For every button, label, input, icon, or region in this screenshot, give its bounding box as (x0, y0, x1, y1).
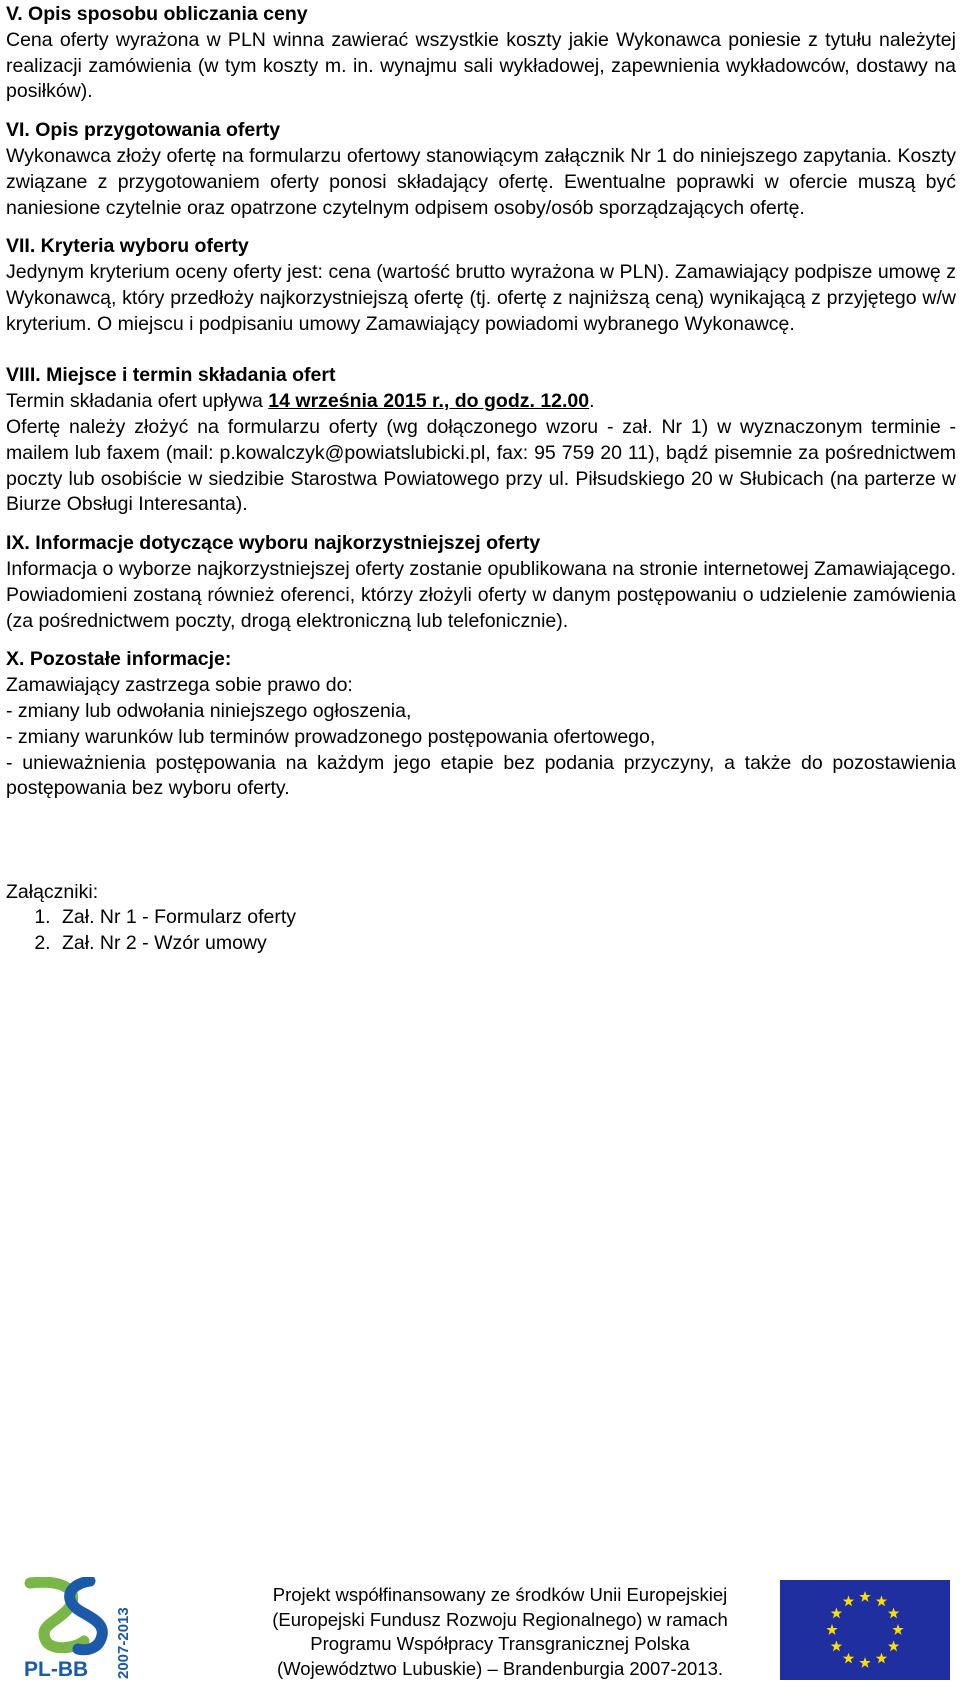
document-page (6, 2, 956, 957)
pl-bb-logo (20, 1577, 144, 1681)
section-selection-info (6, 531, 956, 634)
section-submission (6, 363, 956, 518)
attachment-item: 2. Zał. Nr 2 - Wzór umowy (56, 931, 956, 957)
section-heading: VIII. Miejsce i termin składania ofert (6, 364, 336, 387)
list-item: - zmiany lub odwołania niniejszego ogłoszenia, (6, 699, 412, 722)
deadline-date: 14 września 2015 r., do godz. 12.00 (268, 390, 590, 413)
section-heading: IX. Informacje dotyczące wyboru najkorzystniejszej oferty (6, 532, 541, 555)
svg-text:2007-2013: 2007-2013 (115, 1607, 132, 1679)
section-text: Wykonawca złoży ofertę na formularzu ofertowy stanowiącym załącznik Nr 1 do niniejszego zapytania. Koszty związane z przygotowaniem oferty ponosi składający ofertę. Ewentualne poprawki w ofercie muszą być naniesione czytelnie oraz opatrzone czytelnym odpisem osoby/osób sporządzających ofertę. (6, 144, 956, 219)
section-text: Jedynym kryterium oceny oferty jest: cena (wartość brutto wyrażona w PLN). Zamawiający podpisze umowę z Wykonawcą, który przedłoży najkorzystniejszą ofertę (tj. ofertę z najniższą ceną) wynikającą z przyjętego w/w kryterium. O miejscu i podpisaniu umowy Zamawiający powiadomi wybranego Wykonawcę. (6, 261, 956, 335)
section-intro: Zamawiający zastrzega sobie prawo do: (6, 674, 353, 697)
section-offer-preparation (6, 118, 956, 221)
svg-text:PL-BB: PL-BB (24, 1658, 89, 1681)
funding-note: Projekt współfinansowany ze środków Unii Europejskiej (Europejski Fundusz Rozwoju Regionalnego) w ramach Programu Współpracy Transgranicznej Polska (Województwo Lubuskie) – Brandenburgia 2007-2013. (272, 1584, 728, 1679)
section-heading: V. Opis sposobu obliczania ceny (6, 3, 308, 25)
attachment-item: 1. Zał. Nr 1 - Formularz oferty (56, 905, 956, 931)
section-heading: VI. Opis przygotowania oferty (6, 119, 281, 142)
section-other-info (6, 647, 956, 802)
attachments-list (6, 905, 956, 957)
section-text: Ofertę należy złożyć na formularzu oferty (wg dołączonego wzoru - zał. Nr 1) w wyznaczonym terminie - mailem lub faxem (mail: p.kowalczyk@powiatslubicki.pl, fax: 95 759 20 11), bądź pisemnie za pośrednictwem poczty lub osobiście w siedzibie Starostwa Powiatowego przy ul. Piłsudskiego 20 w Słubicach (na parterze w Biurze Obsługi Interesanta). (6, 415, 956, 516)
eu-flag-icon (780, 1580, 950, 1680)
deadline-line: Termin składania ofert upływa 14 września 2015 r., do godz. 12.00. (6, 390, 595, 413)
section-heading: X. Pozostałe informacje: (6, 648, 232, 671)
section-text: Informacja o wyborze najkorzystniejszej oferty zostanie opublikowana na stronie internetowej Zamawiającego. Powiadomieni zostaną również oferenci, którzy złożyli oferty w danym postępowaniu o udzielenie zamówienia (za pośrednictwem poczty, drogą elektroniczną lub telefonicznie). (6, 557, 956, 632)
list-item: - unieważnienia postępowania na każdym jego etapie bez podania przyczyny, a także do pozostawienia postępowania bez wyboru oferty. (6, 751, 956, 800)
attachments (6, 880, 956, 957)
list-item: - zmiany warunków lub terminów prowadzonego postępowania ofertowego, (6, 725, 656, 748)
section-heading: VII. Kryteria wyboru oferty (6, 235, 249, 258)
footer (20, 1577, 950, 1681)
attachments-label: Załączniki: (6, 880, 99, 903)
section-price-calculation (6, 2, 956, 105)
section-selection-criteria (6, 234, 956, 337)
section-text: Cena oferty wyrażona w PLN winna zawierać wszystkie koszty jakie Wykonawca poniesie z tytułu należytej realizacji zamówienia (w tym koszty m. in. wynajmu sali wykładowej, zapewnienia wykładowców, dostawy na posiłków). (6, 28, 956, 103)
